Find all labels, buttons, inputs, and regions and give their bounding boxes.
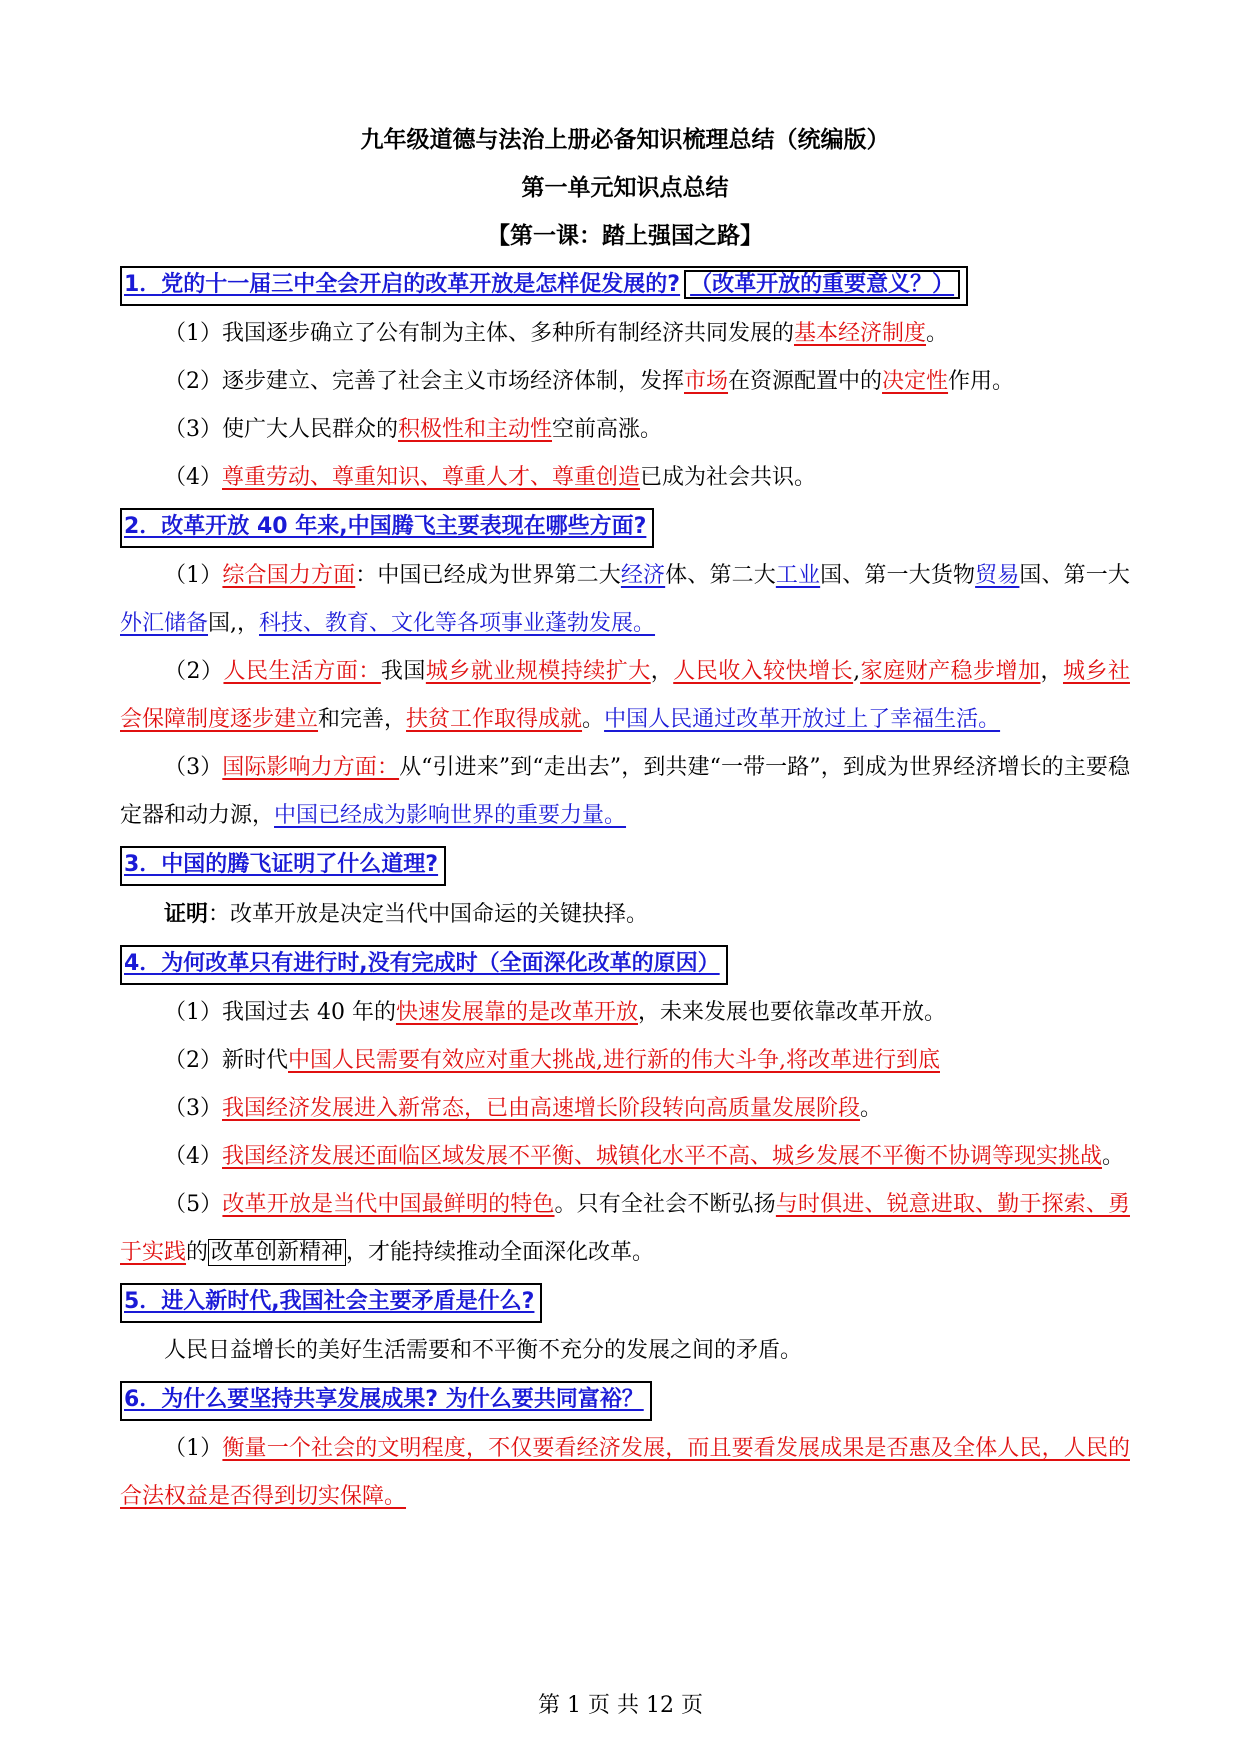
- key-phrase: 尊重劳动、尊重知识、尊重人才、尊重创造: [222, 465, 641, 490]
- highlight-phrase: 工业: [775, 563, 821, 588]
- q4-point-4: [120, 1133, 1130, 1181]
- question-2-heading: 2．改革开放 40 年来,中国腾飞主要表现在哪些方面?: [120, 508, 654, 548]
- text: （4）: [164, 1144, 222, 1169]
- text: 已成为社会共识。: [640, 465, 817, 490]
- text: （3）: [164, 755, 223, 780]
- text: ,: [853, 659, 861, 684]
- key-phrase: 综合国力方面: [222, 563, 356, 588]
- key-phrase: 国际影响力方面：: [222, 755, 400, 780]
- text: 从“引进来”到“走出去”，到共建“一带一路”，到成为世界经济增长的主要稳定器和动力源，: [120, 755, 1130, 828]
- text: 。: [582, 707, 605, 732]
- lesson-title: 【第一课：踏上强国之路】: [487, 223, 763, 249]
- text: 作用。: [948, 369, 1015, 394]
- q2-point-3: [120, 744, 1130, 840]
- q4-point-1: [120, 989, 1130, 1037]
- q4-point-3: [120, 1085, 1130, 1133]
- text: （1）我国逐步确立了公有制为主体、多种所有制经济共同发展的: [164, 321, 794, 346]
- boxed-term: 改革创新精神: [208, 1239, 346, 1266]
- text: （1）我国过去 40 年的: [164, 1000, 396, 1025]
- key-phrase: 基本经济制度: [794, 321, 927, 346]
- text: ：中国已经成为世界第二大: [355, 563, 621, 588]
- text: ，: [650, 659, 674, 684]
- question-1-title: 1．党的十一届三中全会开启的改革开放是怎样促发展的?: [124, 272, 681, 297]
- highlight-phrase: 中国人民通过改革开放过上了幸福生活。: [604, 707, 1001, 732]
- page-content: [120, 110, 1130, 1521]
- highlight-phrase: 中国已经成为影响世界的重要力量。: [274, 803, 627, 828]
- unit-title: 第一单元知识点总结: [521, 175, 729, 201]
- text: ，: [1040, 659, 1063, 684]
- q1-point-2: [120, 358, 1130, 406]
- q6-point-1: [120, 1425, 1130, 1521]
- key-phrase: 人民收入较快增长: [673, 659, 854, 684]
- text: 。: [860, 1096, 883, 1121]
- question-4-heading: 4．为何改革只有进行时,没有完成时（全面深化改革的原因）: [120, 945, 728, 985]
- key-phrase: 城乡社会保障制度逐步建立: [120, 659, 1130, 732]
- q1-point-4: [120, 454, 1130, 502]
- q2-point-2: [120, 648, 1130, 744]
- key-phrase: 快速发展靠的是改革开放: [395, 1000, 638, 1025]
- text: 。: [926, 321, 949, 346]
- text: （4）: [164, 465, 222, 490]
- q4-point-2: [120, 1037, 1130, 1085]
- key-phrase: 我国经济发展还面临区域发展不平衡、城镇化水平不高、城乡发展不平衡不协调等现实挑战: [222, 1144, 1103, 1169]
- key-phrase: 家庭财产稳步增加: [860, 659, 1041, 684]
- text: 空前高涨。: [552, 417, 663, 442]
- question-1-boxed-note: （改革开放的重要意义？）: [684, 270, 960, 299]
- highlight-phrase: 贸易: [975, 563, 1020, 588]
- text: （3）使广大人民群众的: [164, 417, 398, 442]
- text: 。只有全社会不断弘扬: [554, 1192, 776, 1217]
- q1-point-1: [120, 310, 1130, 358]
- question-5-heading: 5．进入新时代,我国社会主要矛盾是什么?: [120, 1283, 542, 1323]
- key-phrase: 与时俱进、锐意进取、勤于探索、勇于实践: [120, 1192, 1130, 1265]
- key-phrase: 城乡就业规模持续扩大: [425, 659, 651, 684]
- key-phrase: 衡量一个社会的文明程度，不仅要看经济发展，而且要看发展成果是否惠及全体人民，人民的合法权益是否得到切实保障。: [120, 1436, 1130, 1509]
- text: 国、第一大货物: [820, 563, 976, 588]
- text: 国,，: [208, 611, 260, 636]
- key-phrase: 人民生活方面：: [223, 659, 381, 684]
- answer-label: 证明: [164, 901, 209, 927]
- text: （2）新时代: [164, 1048, 288, 1073]
- question-1-heading: [120, 266, 968, 306]
- highlight-phrase: 经济: [620, 563, 666, 588]
- text: （2）逐步建立、完善了社会主义市场经济体制，发挥: [164, 369, 684, 394]
- text: （1）: [164, 563, 223, 588]
- text: 和完善，: [318, 707, 407, 732]
- highlight-phrase: 科技、教育、文化等各项事业蓬勃发展。: [259, 611, 656, 636]
- key-phrase: 改革开放是当代中国最鲜明的特色: [222, 1192, 555, 1217]
- key-phrase: 我国经济发展进入新常态，已由高速增长阶段转向高质量发展阶段: [222, 1096, 861, 1121]
- q4-point-5: [120, 1181, 1130, 1277]
- key-phrase: 中国人民需要有效应对重大挑战,进行新的伟大斗争,将改革进行到底: [288, 1048, 940, 1073]
- question-3-heading: 3．中国的腾飞证明了什么道理?: [120, 846, 446, 886]
- key-phrase: 市场: [684, 369, 729, 394]
- question-6-heading: 6．为什么要坚持共享发展成果? 为什么要共同富裕？: [120, 1381, 652, 1421]
- text: 。: [1102, 1144, 1125, 1169]
- text: （3）: [164, 1096, 222, 1121]
- q5-answer: 人民日益增长的美好生活需要和不平衡不充分的发展之间的矛盾。: [164, 1338, 803, 1363]
- text: 我国: [380, 659, 426, 684]
- highlight-phrase: 外汇储备: [120, 611, 209, 636]
- text: （1）: [164, 1436, 223, 1461]
- text: （5）: [164, 1192, 223, 1217]
- text: ：改革开放是决定当代中国命运的关键抉择。: [208, 902, 649, 927]
- text: 在资源配置中的: [728, 369, 883, 394]
- key-phrase: 扶贫工作取得成就: [406, 707, 583, 732]
- page-footer: 第 1 页 共 12 页: [538, 1693, 703, 1718]
- document-title: 九年级道德与法治上册必备知识梳理总结（统编版）: [360, 127, 890, 153]
- text: （2）: [164, 659, 224, 684]
- text: ，才能持续推动全面深化改革。: [346, 1240, 655, 1265]
- key-phrase: 决定性: [882, 369, 949, 394]
- q3-answer: [120, 890, 1130, 939]
- key-phrase: 积极性和主动性: [398, 417, 553, 442]
- text: ，未来发展也要依靠改革开放。: [638, 1000, 947, 1025]
- q2-point-1: [120, 552, 1130, 648]
- q1-point-3: [120, 406, 1130, 454]
- text: 的: [186, 1240, 209, 1265]
- text: 体、第二大: [665, 563, 776, 588]
- text: 国、第一大: [1019, 563, 1130, 588]
